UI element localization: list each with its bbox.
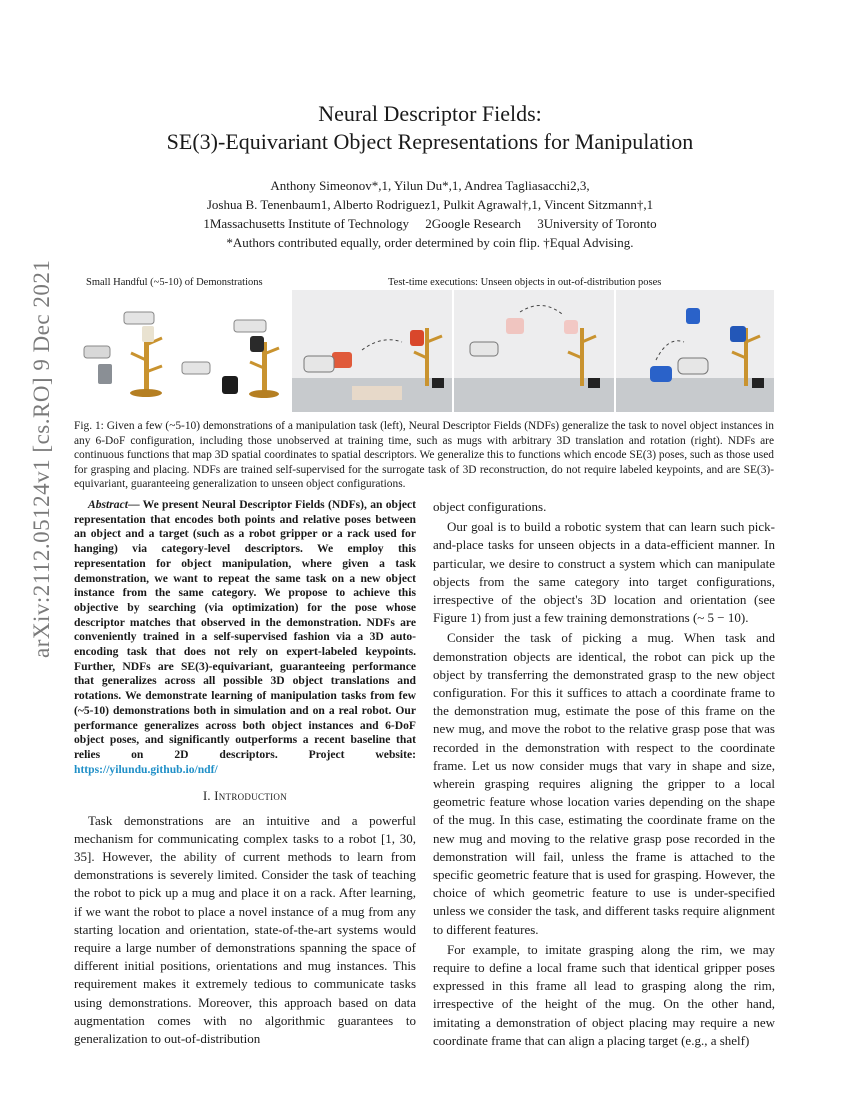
figure-caption: Fig. 1: Given a few (~5-10) demonstrations of a manipulation task (left), Neural Descriptor Fields (NDFs) generalize the task to novel object instances in any 6-DoF configuration, including those unobserved at training time, such as mugs with arbitrary 3D translation and rotation (right). NDFs are continuous functions that map 3D spatial coordinates to spatial descriptors. We generalize this to functions which encode SE(3) poses, such as those used for grasping and placing. NDFs are trained self-supervised for the surrogate task of 3D reconstruction, do not require labeled keypoints, and are SE(3)-equivariant, guaranteeing generalization to unseen object configurations. xyxy=(74,420,774,491)
right-paragraph-3: For example, to imitate grasping along the rim, we may require to define a local frame such that identical gripper poses expressed in this frame all lead to grasping along the rim, irrespective of the height of the mug. On the other hand, imitating a demonstration of object placing may require a new coordinate frame that can align a placing target (e.g., a shelf) xyxy=(433,941,775,1048)
demonstrations-panel xyxy=(74,290,290,412)
arxiv-id: arXiv:2112.05124v1 [cs.RO] 9 Dec 2021 xyxy=(29,259,54,658)
robot-gripper-icon xyxy=(304,356,334,372)
robot-gripper-icon xyxy=(678,358,708,374)
figure-right-label: Test-time executions: Unseen objects in out-of-distribution poses xyxy=(388,277,662,288)
mug-icon xyxy=(730,326,746,342)
mug-icon xyxy=(332,352,352,368)
right-paragraph-0: object configurations. xyxy=(433,499,547,514)
project-website-link[interactable]: https://yilundu.github.io/ndf/ xyxy=(74,762,218,776)
mug-icon xyxy=(686,308,700,324)
robot-gripper-icon xyxy=(470,342,498,356)
paper-title-line2: SE(3)-Equivariant Object Representations for Manipulation xyxy=(166,129,694,154)
right-column xyxy=(433,498,775,1052)
arxiv-sidebar xyxy=(22,259,62,660)
author-block xyxy=(100,176,760,252)
abstract-lead: Abstract xyxy=(88,498,128,511)
left-column xyxy=(74,498,416,1050)
right-paragraph-2: Consider the task of picking a mug. When task and demonstration objects are identical, the robot can pick up the object by transferring the demonstrated grasp to the new object configuration. For this it suffices to attach a coordinate frame to the demonstration mug, estimate the pose of this frame on the new mug, and move the robot to the relative grasp pose that was recorded in the demonstration with respect to the coordinate frame. Let us now consider mugs that vary in shape and size, wherein grasping requires aligning the gripper to a local geometric feature whose location varies depending on the shape of the mug. In this case, estimating the coordinate frame on the new mug and moving to the relative grasp pose recorded in the demonstration will fail, unless the frame is attached to the specific geometric feature that is used for grasping. However, the choice of which geometric feature to use is under-specified unless we consider the task, and different tasks require alignment to different features. xyxy=(433,630,775,937)
figure-left-label: Small Handful (~5-10) of Demonstrations xyxy=(86,277,263,288)
abstract-text: — We present Neural Descriptor Fields (NDFs), an object representation that encodes both points and relative poses between an object and a target (such as a robot gripper or a rack used for hanging) via category-level descriptors. We employ this representation for object manipulation, where given a task demonstration, we want to repeat the same task on a new object instance from the same category. We propose to achieve this objective by searching (via optimization) for the pose whose descriptor matches that observed in the demonstration. NDFs are conveniently trained in a self-supervised fashion via a 3D auto-encoding task that does not rely on expert-labeled keypoints. Further, NDFs are SE(3)-equivariant, guaranteeing performance that generalizes across all possible 3D object translations and rotations. We demonstrate learning of manipulation tasks from few (~5-10) demonstrations both in simulation and on a real robot. Our performance generalizes across both object instances and 6-DoF object poses, and significantly outperforms a recent baseline that relies on 2D descriptors. Project website: xyxy=(74,498,416,761)
author-line-1: Anthony Simeonov*,1, Yilun Du*,1, Andrea Tagliasacchi2,3, xyxy=(270,178,590,193)
test-execution-panel-1 xyxy=(292,290,452,412)
abstract xyxy=(74,498,416,777)
paper-title-line1: Neural Descriptor Fields: xyxy=(318,101,542,126)
intro-paragraph-1: Task demonstrations are an intuitive and a powerful mechanism for communicating complex tasks to a robot [1, 30, 35]. However, the ability of current methods to learn from demonstrations is severely limited. Consider the task of teaching the robot to pick up a mug and place it on a rack. After learning, if we want the robot to place a novel instance of a mug from any starting location and orientation, state-of-the-art systems would require a large number of demonstrations spanning the space of different initial positions, orientations and mug instances. This requirement makes it extremely tedious to communicate tasks using demonstrations. Moreover, this approach based on data augmentation comes with no algorithmic guarantees to generalization to out-of-distribution xyxy=(74,812,416,1046)
test-execution-panel-3 xyxy=(616,290,774,412)
section-heading-introduction: I. Introduction xyxy=(202,789,288,804)
mug-icon xyxy=(564,320,578,334)
mug-icon xyxy=(650,366,672,382)
affiliations: 1Massachusetts Institute of Technology 2Google Research 3University of Toronto xyxy=(203,216,657,231)
author-line-2: Joshua B. Tenenbaum1, Alberto Rodriguez1, Pulkit Agrawal†,1, Vincent Sitzmann†,1 xyxy=(206,197,654,212)
right-paragraph-1: Our goal is to build a robotic system that can learn such pick-and-place tasks for unseen objects in a data-efficient manner. In particular, we desire to construct a system which can manipulate objects from the same category into target configurations, irrespective of the object's 3D location and orientation (see Figure 1) from just a few training demonstrations (~ 5 − 10). xyxy=(433,519,775,626)
mug-icon xyxy=(506,318,524,334)
mug-icon xyxy=(410,330,424,346)
test-execution-panel-2 xyxy=(454,290,614,412)
author-note: *Authors contributed equally, order determined by coin flip. †Equal Advising. xyxy=(226,235,634,250)
